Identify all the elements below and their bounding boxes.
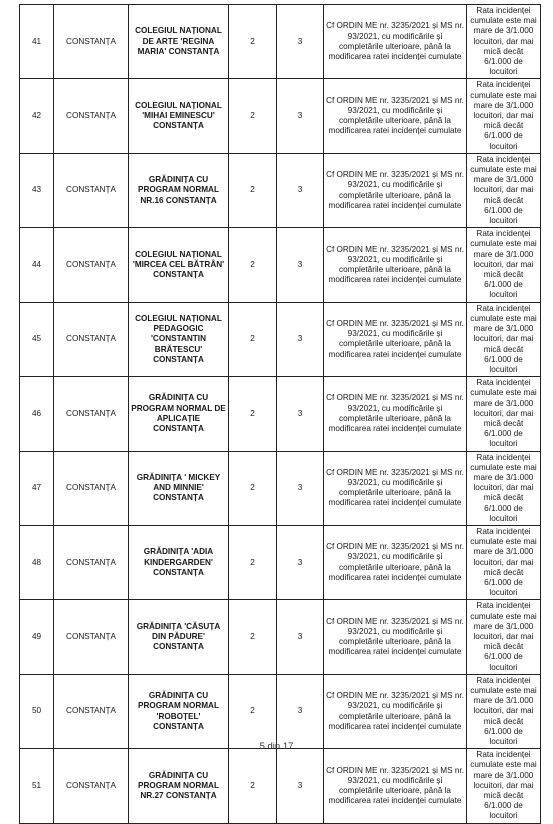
value-cell-a: 2 [229,302,277,376]
value-cell-b: 3 [277,377,324,451]
table-row [20,749,541,823]
table-row [20,600,541,674]
school-name-cell: COLEGIUL NAȚIONAL PEDAGOGIC 'CONSTANTIN BRĂTESCU' CONSTANȚA [129,302,229,376]
county-cell: CONSTANȚA [54,749,129,823]
incidence-rate-cell: Rata incidenței cumulate este mai mare de 3/1.000 locuitori, dar mai mică decât 6/1.000 de locuitori [467,451,541,525]
school-name-cell: GRĂDINIȚA CU PROGRAM NORMAL NR.27 CONSTANȚA [129,749,229,823]
value-cell-a: 2 [229,600,277,674]
value-cell-b: 3 [277,5,324,79]
county-cell: CONSTANȚA [54,228,129,302]
row-number: 51 [20,749,54,823]
school-name-cell: GRĂDINIȚA 'CĂSUȚA DIN PĂDURE' CONSTANȚA [129,600,229,674]
row-number: 49 [20,600,54,674]
value-cell-b: 3 [277,451,324,525]
county-cell: CONSTANȚA [54,5,129,79]
table-body [20,5,541,824]
table-row [20,377,541,451]
school-name-cell: GRĂDINIȚA CU PROGRAM NORMAL NR.16 CONSTANȚA [129,153,229,227]
school-name-cell: COLEGIUL NAȚIONAL 'MIRCEA CEL BĂTRÂN' CONSTANȚA [129,228,229,302]
school-name-cell: GRĂDINIȚA CU PROGRAM NORMAL 'ROBOȚEL' CONSTANȚA [129,674,229,748]
incidence-rate-cell: Rata incidenței cumulate este mai mare de 3/1.000 locuitori, dar mai mică decât 6/1.000 de locuitori [467,228,541,302]
incidence-rate-cell: Rata incidenței cumulate este mai mare de 3/1.000 locuitori, dar mai mică decât 6/1.000 de locuitori [467,79,541,153]
row-number: 43 [20,153,54,227]
value-cell-a: 2 [229,153,277,227]
incidence-rate-cell: Rata incidenței cumulate este mai mare de 3/1.000 locuitori, dar mai mică decât 6/1.000 de locuitori [467,153,541,227]
legal-basis-cell: Cf ORDIN ME nr. 3235/2021 și MS nr. 93/2021, cu modificările și completările ulterioare, până la modificarea ratei incidenței cumulate [324,674,467,748]
row-number: 48 [20,525,54,599]
schools-table [19,4,541,824]
table-row [20,451,541,525]
value-cell-a: 2 [229,377,277,451]
value-cell-a: 2 [229,228,277,302]
row-number: 45 [20,302,54,376]
row-number: 42 [20,79,54,153]
school-name-cell: COLEGIUL NAȚIONAL DE ARTE 'REGINA MARIA' CONSTANȚA [129,5,229,79]
incidence-rate-cell: Rata incidenței cumulate este mai mare de 3/1.000 locuitori, dar mai mică decât 6/1.000 de locuitori [467,674,541,748]
county-cell: CONSTANȚA [54,674,129,748]
incidence-rate-cell: Rata incidenței cumulate este mai mare de 3/1.000 locuitori, dar mai mică decât 6/1.000 de locuitori [467,5,541,79]
incidence-rate-cell: Rata incidenței cumulate este mai mare de 3/1.000 locuitori, dar mai mică decât 6/1.000 de locuitori [467,302,541,376]
county-cell: CONSTANȚA [54,600,129,674]
value-cell-a: 2 [229,525,277,599]
value-cell-b: 3 [277,302,324,376]
legal-basis-cell: Cf ORDIN ME nr. 3235/2021 și MS nr. 93/2021, cu modificările și completările ulterioare, până la modificarea ratei incidenței cumulate [324,451,467,525]
value-cell-a: 2 [229,79,277,153]
incidence-rate-cell: Rata incidenței cumulate este mai mare de 3/1.000 locuitori, dar mai mică decât 6/1.000 de locuitori [467,377,541,451]
legal-basis-cell: Cf ORDIN ME nr. 3235/2021 și MS nr. 93/2021, cu modificările și completările ulterioare, până la modificarea ratei incidenței cumulate [324,377,467,451]
table-row [20,525,541,599]
legal-basis-cell: Cf ORDIN ME nr. 3235/2021 și MS nr. 93/2021, cu modificările și completările ulterioare, până la modificarea ratei incidenței cumulate [324,5,467,79]
incidence-rate-cell: Rata incidenței cumulate este mai mare de 3/1.000 locuitori, dar mai mică decât 6/1.000 de locuitori [467,749,541,823]
value-cell-a: 2 [229,749,277,823]
county-cell: CONSTANȚA [54,377,129,451]
incidence-rate-cell: Rata incidenței cumulate este mai mare de 3/1.000 locuitori, dar mai mică decât 6/1.000 de locuitori [467,600,541,674]
school-name-cell: COLEGIUL NAȚIONAL 'MIHAI EMINESCU' CONSTANȚA [129,79,229,153]
legal-basis-cell: Cf ORDIN ME nr. 3235/2021 și MS nr. 93/2021, cu modificările și completările ulterioare, până la modificarea ratei incidenței cumulate [324,153,467,227]
row-number: 46 [20,377,54,451]
value-cell-b: 3 [277,525,324,599]
table-row [20,153,541,227]
legal-basis-cell: Cf ORDIN ME nr. 3235/2021 și MS nr. 93/2021, cu modificările și completările ulterioare, până la modificarea ratei incidenței cumulate [324,228,467,302]
county-cell: CONSTANȚA [54,451,129,525]
value-cell-b: 3 [277,153,324,227]
legal-basis-cell: Cf ORDIN ME nr. 3235/2021 și MS nr. 93/2021, cu modificările și completările ulterioare, până la modificarea ratei incidenței cumulate [324,749,467,823]
school-name-cell: GRĂDINIȚA 'ADIA KINDERGARDEN' CONSTANȚA [129,525,229,599]
school-name-cell: GRĂDINIȚA CU PROGRAM NORMAL DE APLICAȚIE CONSTANȚA [129,377,229,451]
row-number: 47 [20,451,54,525]
value-cell-a: 2 [229,674,277,748]
row-number: 41 [20,5,54,79]
county-cell: CONSTANȚA [54,153,129,227]
table-row [20,79,541,153]
value-cell-b: 3 [277,749,324,823]
county-cell: CONSTANȚA [54,525,129,599]
incidence-rate-cell: Rata incidenței cumulate este mai mare de 3/1.000 locuitori, dar mai mică decât 6/1.000 de locuitori [467,525,541,599]
legal-basis-cell: Cf ORDIN ME nr. 3235/2021 și MS nr. 93/2021, cu modificările și completările ulterioare, până la modificarea ratei incidenței cumulate [324,600,467,674]
county-cell: CONSTANȚA [54,79,129,153]
county-cell: CONSTANȚA [54,302,129,376]
legal-basis-cell: Cf ORDIN ME nr. 3235/2021 și MS nr. 93/2021, cu modificările și completările ulterioare, până la modificarea ratei incidenței cumulate [324,79,467,153]
row-number: 50 [20,674,54,748]
value-cell-a: 2 [229,5,277,79]
legal-basis-cell: Cf ORDIN ME nr. 3235/2021 și MS nr. 93/2021, cu modificările și completările ulterioare, până la modificarea ratei incidenței cumulate [324,525,467,599]
value-cell-b: 3 [277,79,324,153]
row-number: 44 [20,228,54,302]
school-name-cell: GRĂDINIȚA ' MICKEY AND MINNIE' CONSTANȚA [129,451,229,525]
table-row [20,5,541,79]
value-cell-b: 3 [277,228,324,302]
value-cell-b: 3 [277,600,324,674]
legal-basis-cell: Cf ORDIN ME nr. 3235/2021 și MS nr. 93/2021, cu modificările și completările ulterioare, până la modificarea ratei incidenței cumulate [324,302,467,376]
page-number: 5 din 17 [259,741,294,752]
table-row [20,674,541,748]
table-row [20,228,541,302]
table-row [20,302,541,376]
value-cell-b: 3 [277,674,324,748]
value-cell-a: 2 [229,451,277,525]
